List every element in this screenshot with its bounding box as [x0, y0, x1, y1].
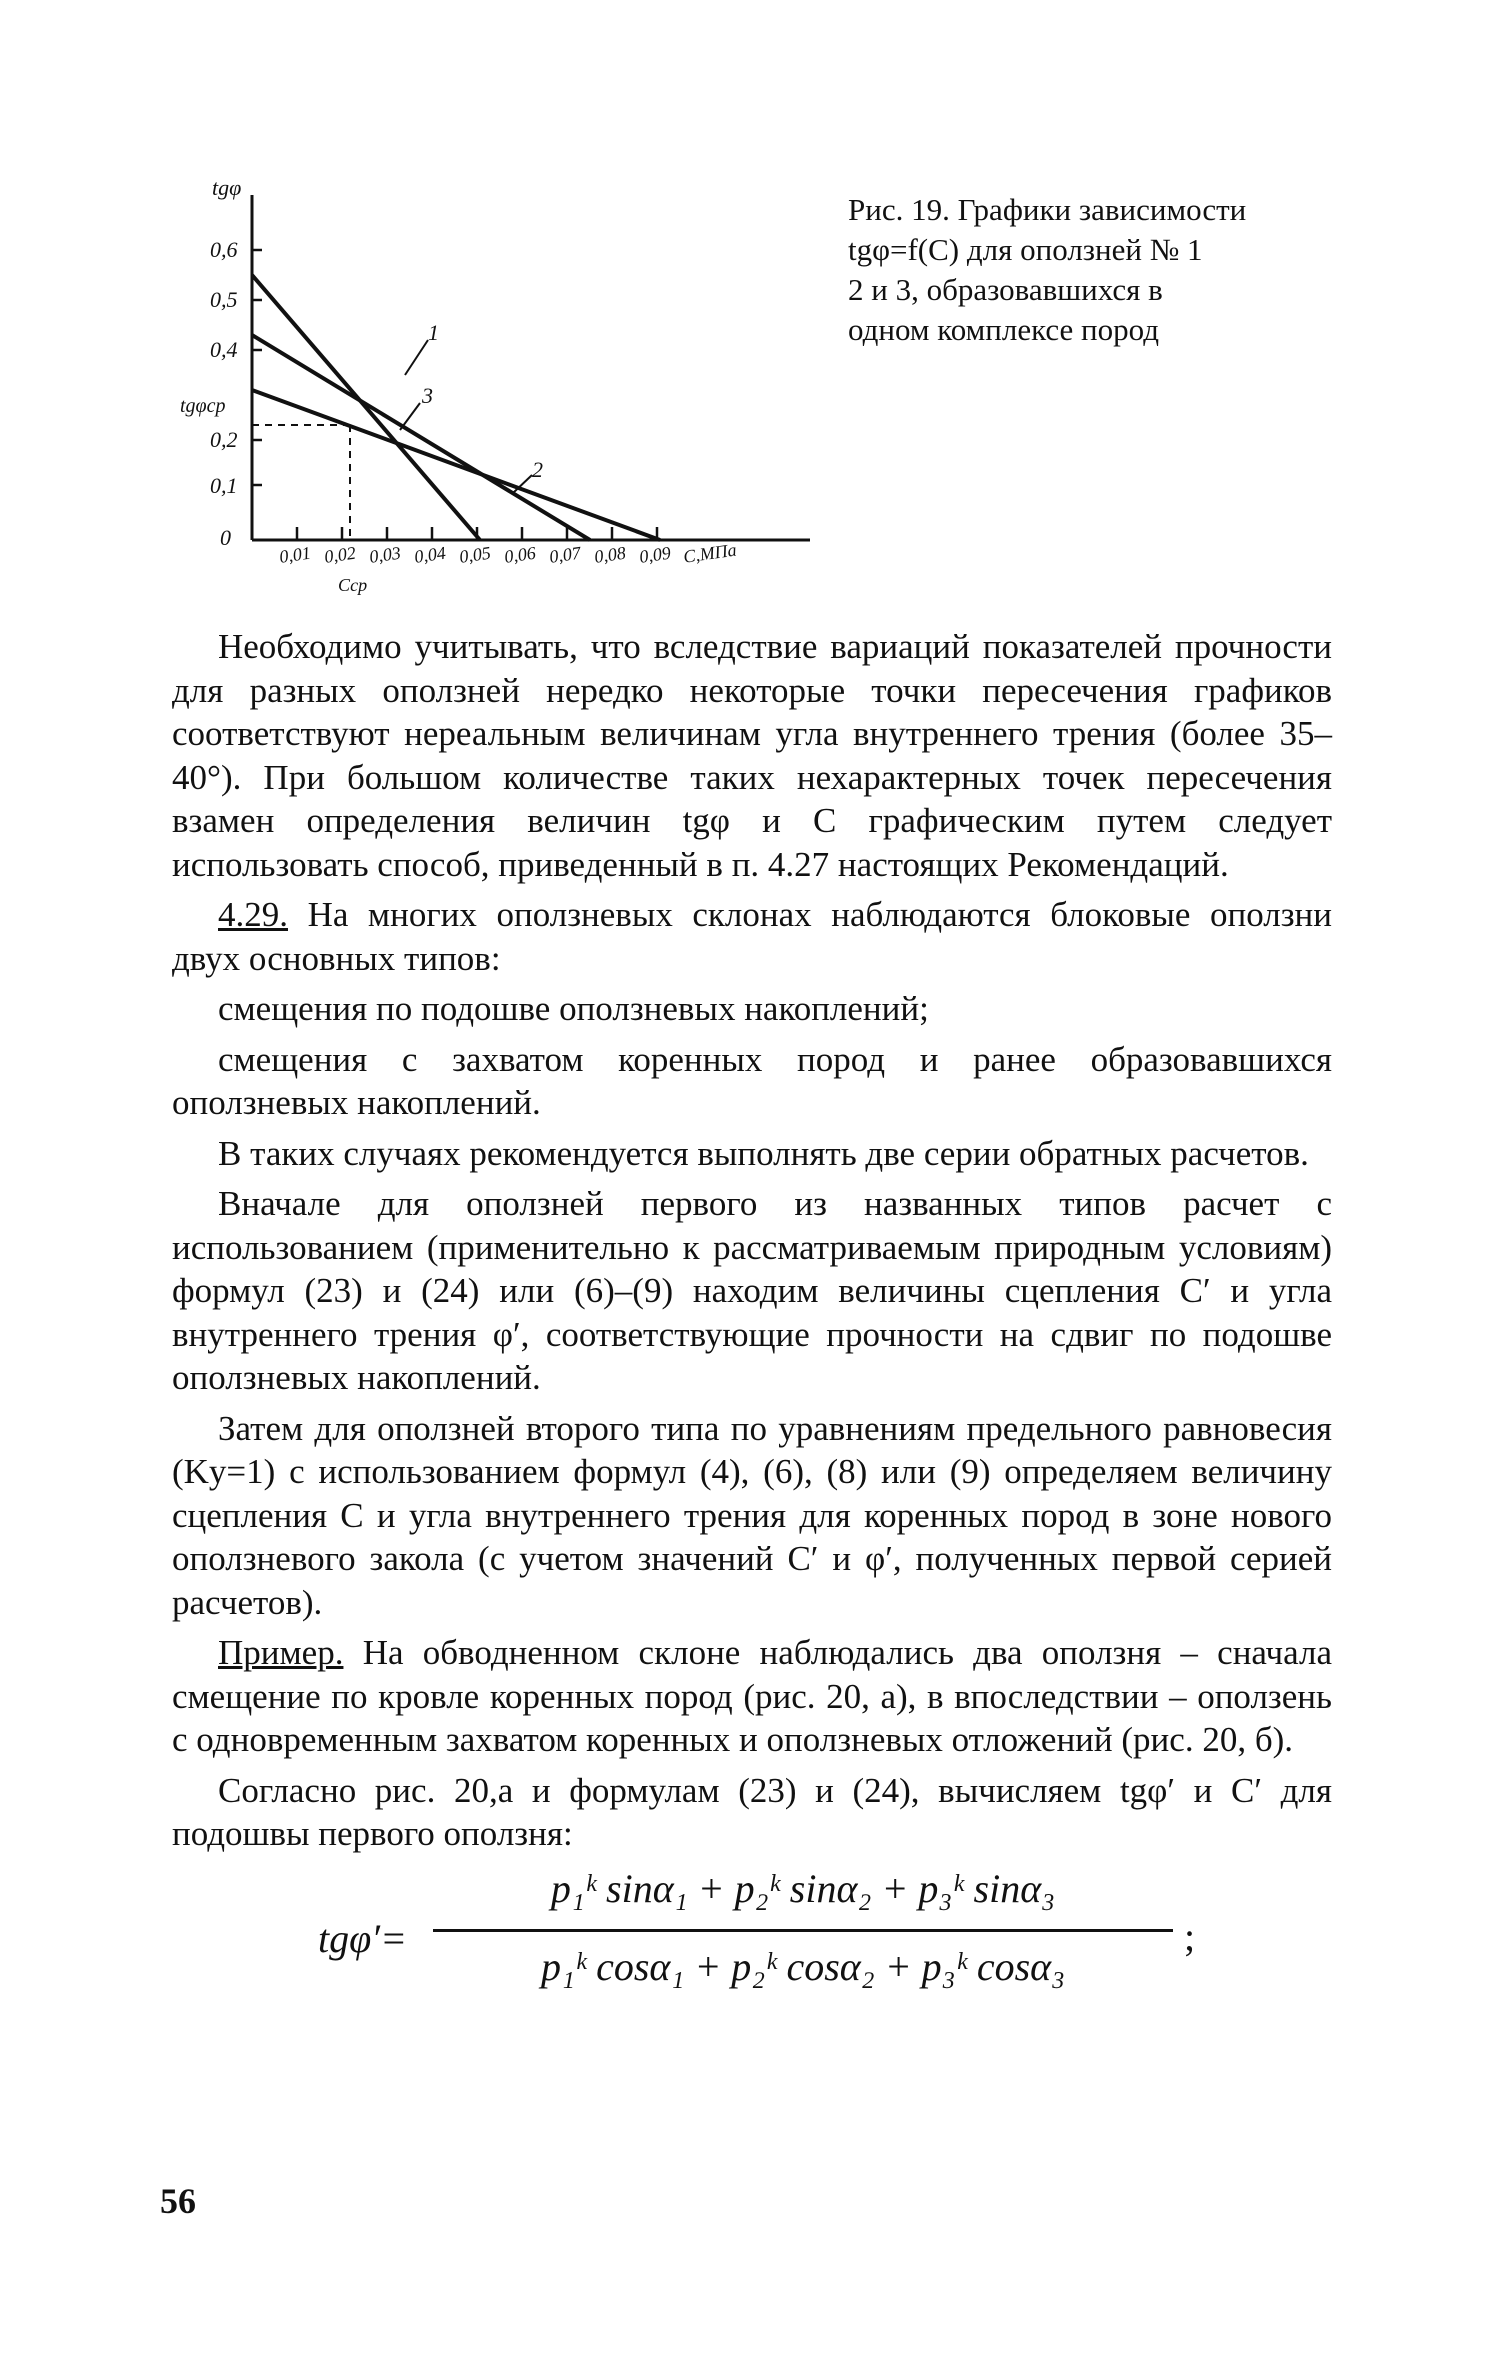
y-tick-label: tgφср — [180, 395, 226, 417]
formula-denominator: p₁ᵏ cosα₁ + p₂ᵏ cosα₂ + p₃ᵏ cosα₃ — [540, 1944, 1066, 1989]
paragraph: смещения с захватом коренных пород и ранее образовавшихся оползневых накоплений. — [172, 1039, 1332, 1122]
y-tick-label: 0,5 — [210, 287, 238, 312]
body-text — [172, 625, 1332, 1863]
x-tick-label: 0,03 — [368, 542, 402, 567]
caption-line: Рис. 19. Графики зависимости — [848, 192, 1247, 227]
y-tick-label: 0,6 — [210, 237, 238, 262]
y-axis-label: tgφ — [212, 175, 242, 200]
paragraph-4-29 — [172, 893, 1332, 980]
x-tick-label: 0,07 — [548, 542, 582, 567]
paragraph: смещения по подошве оползневых накоплений; — [218, 989, 929, 1028]
curve-label-3: 3 — [422, 383, 433, 408]
paragraph-example — [172, 1631, 1332, 1762]
paragraph: Согласно рис. 20,а и формулам (23) и (24), вычисляем tgφ′ и C′ для подошвы первого оползня: — [172, 1770, 1332, 1853]
caption-line: одном комплексе пород — [848, 312, 1159, 347]
x-tick-label: 0,04 — [413, 542, 447, 567]
fraction-bar — [433, 1929, 1173, 1932]
y-tick-label: 0,2 — [210, 427, 238, 452]
example-label: Пример. — [218, 1633, 344, 1672]
x-cross-label: Сср — [338, 575, 368, 595]
x-tick-label: 0,01 — [278, 542, 312, 567]
figure-caption — [848, 190, 1338, 350]
formula-numerator: p₁ᵏ sinα₁ + p₂ᵏ sinα₂ + p₃ᵏ sinα₃ — [550, 1866, 1056, 1911]
figure-19 — [170, 175, 830, 615]
x-tick-label: 0,08 — [593, 542, 627, 567]
x-tick-label: 0,09 — [638, 542, 672, 567]
y-tick-label: 0,4 — [210, 337, 238, 362]
curve-1 — [252, 275, 480, 540]
paragraph-text: На многих оползневых склонах наблюдаются блоковые оползни двух основных типов: — [172, 895, 1332, 978]
x-tick-label: 0,05 — [458, 542, 492, 567]
curve-label-2: 2 — [532, 457, 543, 482]
paragraph: Необходимо учитывать, что вследствие вариаций показателей прочности для разных оползней нередко некоторые точки пересечения графиков соответствуют нереальным величинам угла внутреннего трения (более 35–40°). При большом количестве таких нехарактерных точек пересечения взамен определения величин tgφ и С графическим путем следует использовать способ, приведенный в п. 4.27 настоящих Рекомендаций. — [172, 627, 1332, 884]
curve-2 — [252, 390, 660, 540]
formula — [318, 1865, 1218, 2025]
y-tick-label: 0,1 — [210, 473, 238, 498]
curve-3 — [252, 335, 590, 540]
page-number: 56 — [160, 2181, 196, 2221]
caption-line: tgφ=f(C) для оползней № 1 — [848, 232, 1203, 267]
paragraph-text: На обводненном склоне наблюдались два оползня – сначала смещение по кровле коренных пород (рис. 20, а), в впоследствии – оползень с одновременным захватом коренных и оползневых отложений (рис. 20, б). — [172, 1633, 1333, 1759]
formula-tail: ; — [1184, 1914, 1196, 1959]
paragraph: Вначале для оползней первого из названных типов расчет с использованием (применительно к рассматриваемым природным условиям) формул (23) и (24) или (6)–(9) находим величины сцепления C′ и угла внутреннего трения φ′, соответствующие прочности на сдвиг по подошве оползневых накоплений. — [172, 1184, 1332, 1397]
y-tick-label: 0 — [220, 525, 231, 550]
x-tick-label: 0,02 — [323, 542, 357, 567]
caption-line: 2 и 3, образовавшихся в — [848, 272, 1163, 307]
paragraph: Затем для оползней второго типа по уравнениям предельного равновесия (Ky=1) с использованием формул (4), (6), (8) или (9) определяем величину сцепления C и угла внутреннего трения для коренных пород в зоне нового оползневого закола (с учетом значений C′ и φ′, полученных первой серией расчетов). — [172, 1408, 1332, 1622]
x-axis-unit-label: С,МПа — [682, 539, 738, 567]
paragraph: В таких случаях рекомендуется выполнять две серии обратных расчетов. — [218, 1133, 1309, 1173]
section-number: 4.29. — [218, 895, 288, 934]
formula-lhs: tgφ′= — [318, 1916, 407, 1961]
curve-label-1: 1 — [428, 320, 439, 345]
x-tick-label: 0,06 — [503, 542, 537, 567]
